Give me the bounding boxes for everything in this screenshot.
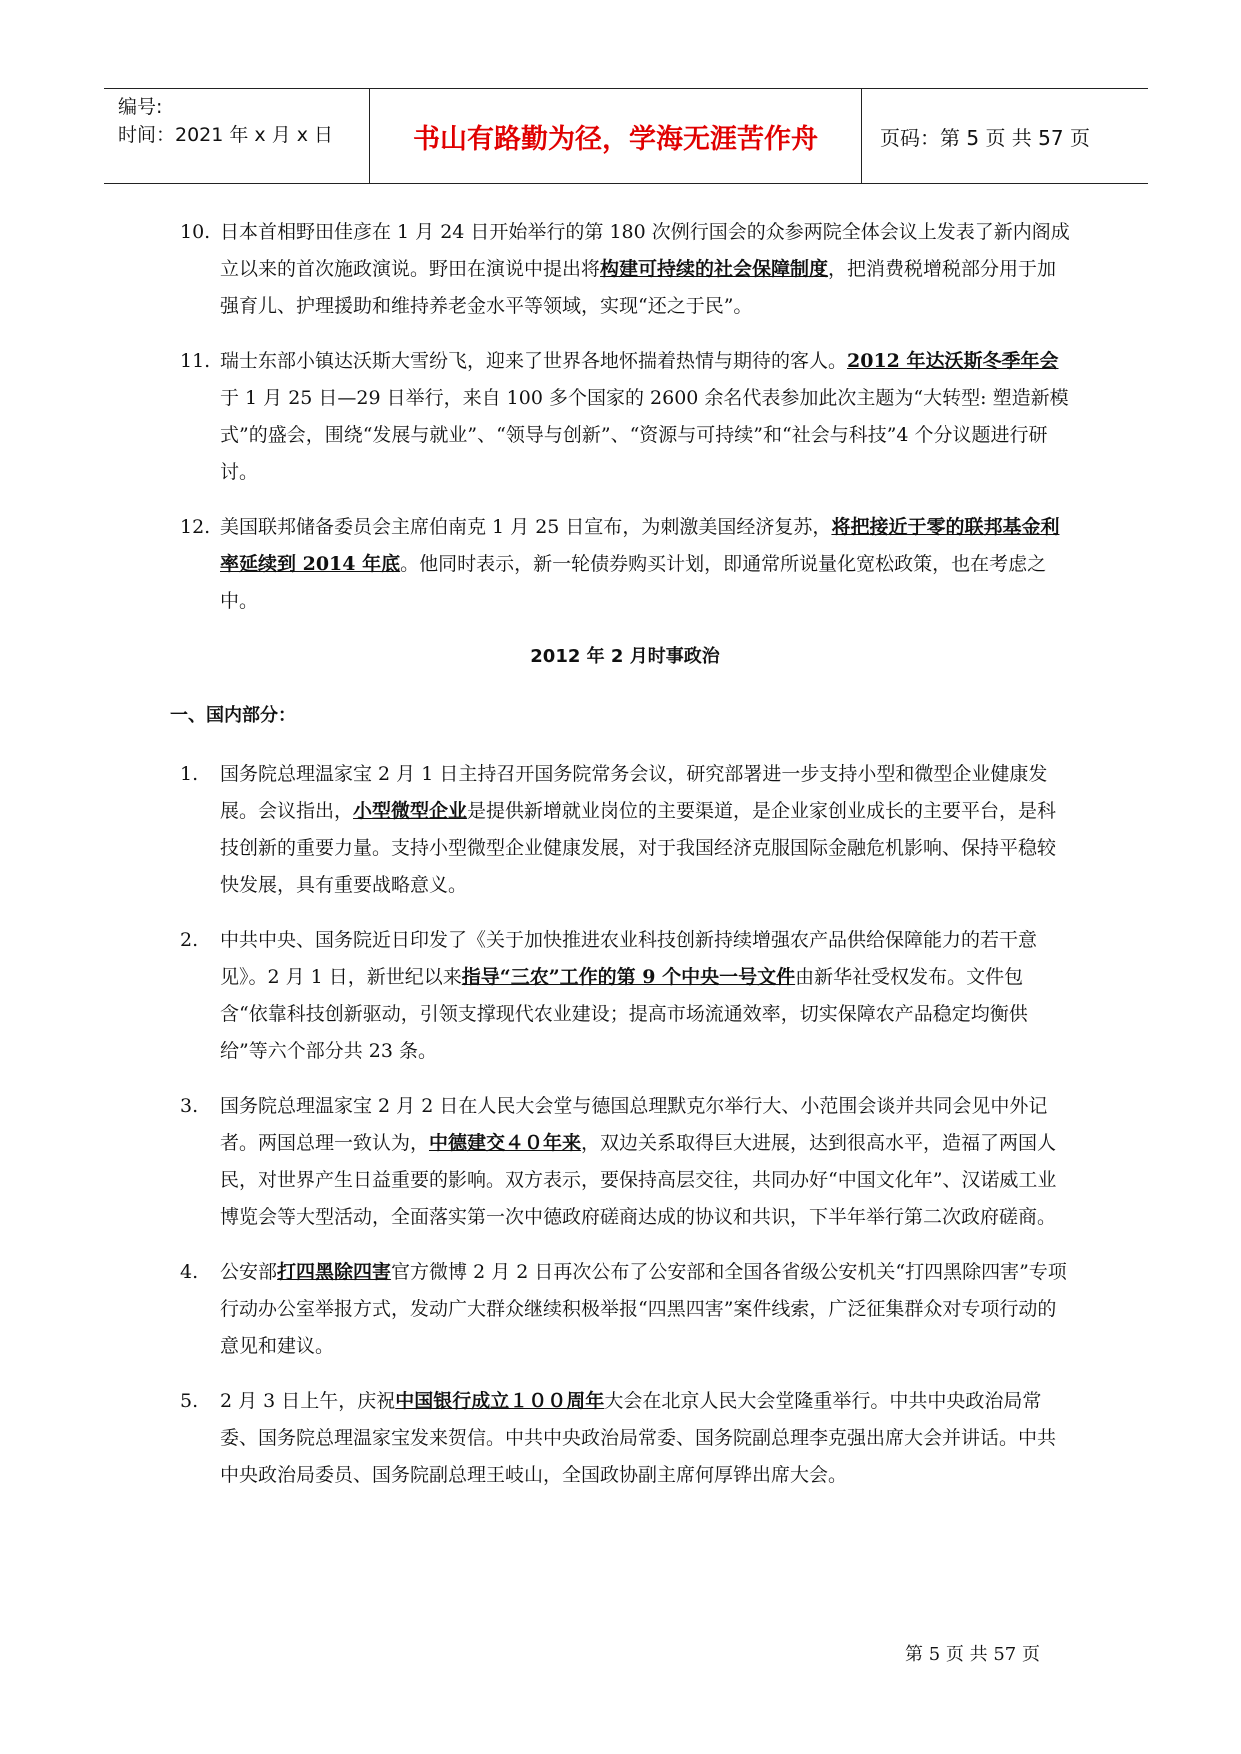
list-item: [180, 922, 1070, 1070]
item-text-before: 中共中央、国务院近日印发了《关于加快推进农业科技创新持续增强农产品供给保障能力的若干意见》。2 月 1 日，新世纪以来: [220, 929, 1038, 988]
item-highlight: 2012 年达沃斯冬季年会: [847, 350, 1059, 372]
header-left-cell: [104, 89, 370, 183]
item-text-before: 国务院总理温家宝 2 月 1 日主持召开国务院常务会议，研究部署进一步支持小型和微型企业健康发展。会议指出，: [220, 763, 1048, 822]
section-title: 2012 年 2 月时事政治: [530, 646, 720, 667]
page-footer: 第 5 页 共 57 页: [905, 1644, 1040, 1665]
domestic-subheading: 一、国内部分：: [170, 705, 296, 726]
document-number-label: 编号:: [118, 96, 163, 118]
news-list-january: [180, 214, 1070, 620]
item-number: 3.: [180, 1095, 199, 1117]
item-text-before: 2 月 3 日上午，庆祝: [220, 1390, 396, 1412]
item-text-before: 国务院总理温家宝 2 月 2 日在人民大会堂与德国总理默克尔举行大、小范围会谈并共同会见中外记者。两国总理一致认为，: [220, 1095, 1048, 1154]
item-text-after: 于 1 月 25 日—29 日举行，来自 100 多个国家的 2600 余名代表参加此次主题为“大转型: 塑造新模式”的盛会，围绕“发展与就业”、“领导与创新”、“资源与可持续”和“社会与科技”4 个分议题进行研讨。: [220, 387, 1069, 483]
document-time-label: 时间：2021 年 x 月 x 日: [118, 124, 334, 146]
item-text-before: 日本首相野田佳彦在 1 月 24 日开始举行的第 180 次例行国会的众参两院全体会议上发表了新内阁成立以来的首次施政演说。野田在演说中提出将: [220, 221, 1070, 280]
list-item: [180, 1088, 1070, 1236]
header-page-info: 页码：第 5 页 共 57 页: [880, 125, 1090, 150]
item-highlight: 构建可持续的社会保障制度: [600, 258, 829, 280]
list-item: [180, 509, 1070, 620]
item-highlight: 打四黑除四害: [277, 1261, 392, 1283]
item-text-after: ，双边关系取得巨大进展，达到很高水平，造福了两国人民，对世界产生日益重要的影响。双方表示，要保持高层交往，共同办好“中国文化年”、汉诺威工业博览会等大型活动，全面落实第一次中德政府磋商达成的协议和共识，下半年举行第二次政府磋商。: [220, 1132, 1057, 1228]
item-number: 11.: [180, 350, 211, 372]
item-text-after: 官方微博 2 月 2 日再次公布了公安部和全国各省级公安机关“打四黑除四害”专项行动办公室举报方式，发动广大群众继续积极举报“四黑四害”案件线索，广泛征集群众对专项行动的意见和建议。: [220, 1261, 1067, 1357]
news-list-february-domestic: [180, 756, 1070, 1494]
item-text-after: 由新华社受权发布。文件包含“依靠科技创新驱动，引领支撑现代农业建设；提高市场流通效率，切实保障农产品稳定均衡供给”等六个部分共 23 条。: [220, 966, 1028, 1062]
item-number: 4.: [180, 1261, 199, 1283]
item-number: 12.: [180, 516, 211, 538]
item-text-before: 瑞士东部小镇达沃斯大雪纷飞，迎来了世界各地怀揣着热情与期待的客人。: [220, 350, 848, 372]
item-text-after: ，把消费税增税部分用于加强育儿、护理援助和维持养老金水平等领域，实现“还之于民”。: [220, 258, 1057, 317]
item-number: 10.: [180, 221, 211, 243]
item-highlight: 将把接近于零的联邦基金利率延续到 2014 年底: [220, 516, 1060, 575]
list-item: [180, 1254, 1070, 1365]
item-number: 1.: [180, 763, 199, 785]
item-number: 5.: [180, 1390, 199, 1412]
item-text-before: 公安部: [220, 1261, 278, 1283]
list-item: [180, 343, 1070, 491]
header-motto: 书山有路勤为径，学海无涯苦作舟: [370, 89, 862, 183]
item-text-after: 大会在北京人民大会堂隆重举行。中共中央政治局常委、国务院总理温家宝发来贺信。中共中央政治局常委、国务院副总理李克强出席大会并讲话。中共中央政治局委员、国务院副总理王岐山，全国政协副主席何厚铧出席大会。: [220, 1390, 1057, 1486]
page-header: [104, 88, 1148, 184]
list-item: [180, 1383, 1070, 1494]
document-body: [170, 214, 1070, 1512]
item-highlight: 小型微型企业: [353, 800, 468, 822]
item-highlight: 中国银行成立１００周年: [395, 1390, 605, 1412]
item-text-after: 。他同时表示，新一轮债券购买计划，即通常所说量化宽松政策，也在考虑之中。: [220, 553, 1047, 612]
item-text-before: 美国联邦储备委员会主席伯南克 1 月 25 日宣布，为刺激美国经济复苏，: [220, 516, 832, 538]
item-highlight: 中德建交４０年来: [429, 1132, 582, 1154]
list-item: [180, 214, 1070, 325]
item-highlight: 指导“三农”工作的第 9 个中央一号文件: [461, 966, 796, 988]
item-number: 2.: [180, 929, 199, 951]
item-text-after: 是提供新增就业岗位的主要渠道，是企业家创业成长的主要平台，是科技创新的重要力量。支持小型微型企业健康发展，对于我国经济克服国际金融危机影响、保持平稳较快发展，具有重要战略意义。: [220, 800, 1057, 896]
list-item: [180, 756, 1070, 904]
